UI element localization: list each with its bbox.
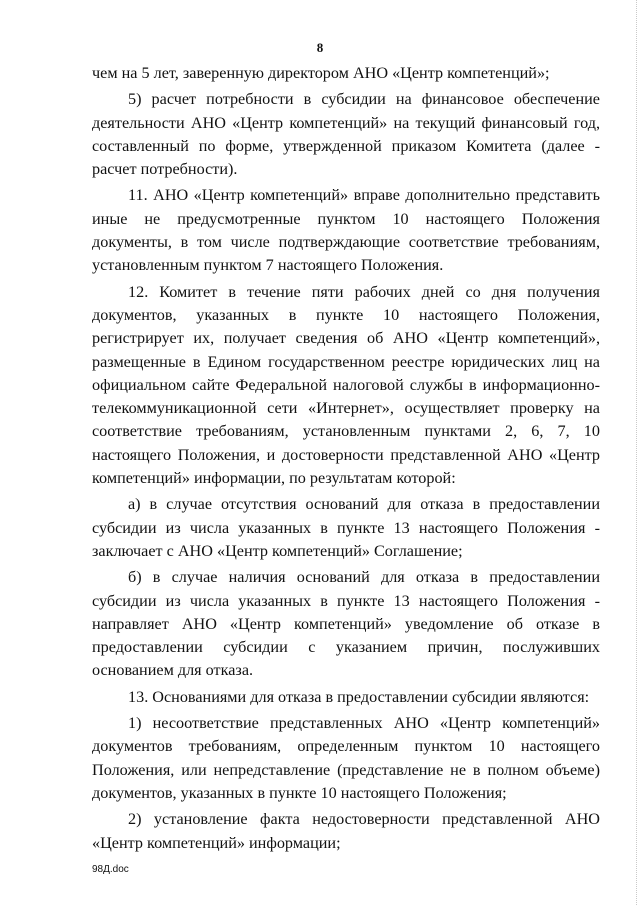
- page-number: 8: [316, 40, 324, 55]
- document-body: [92, 62, 600, 858]
- footer-doc-name: 98Д.doc: [92, 864, 129, 875]
- paragraph-11: 11. АНО «Центр компетенций» вправе дополнительно представить иные не предусмотренные пунктом 10 настоящего Положения документы, в том числе подтверждающие соответствие требованиям, установленным пунктом 7 настоящего Положения.: [92, 186, 600, 275]
- page-edge-line: [635, 0, 637, 905]
- paragraph-continuation: чем на 5 лет, заверенную директором АНО «Центр компетенций»;: [92, 64, 550, 82]
- paragraph-13: 13. Основаниями для отказа в предоставлении субсидии являются:: [128, 687, 590, 706]
- paragraph-12: 12. Комитет в течение пяти рабочих дней со дня получения документов, указанных в пункте 10 настоящего Положения, регистрирует их, получает сведения об АНО «Центр компетенций», размещенные в Едином государственном реестре юридических лиц на официальном сайте Федеральной налоговой службы в информационно-телекоммуникационной сети «Интернет», осуществляет проверку на соответствие требованиям, установленным пунктами 2, 6, 7, 10 настоящего Положения, и достоверности представленной АНО «Центр компетенций» информации, по результатам которой:: [92, 282, 600, 488]
- paragraph-13-item-2: 2) установление факта недостоверности представленной АНО «Центр компетенций» информации;: [92, 810, 600, 852]
- paragraph-12-a: а) в случае отсутствия оснований для отказа в предоставлении субсидии из числа указанных в пункте 13 настоящего Положения - заключает с АНО «Центр компетенций» Соглашение;: [92, 495, 600, 560]
- paragraph-item-5: 5) расчет потребности в субсидии на финансовое обеспечение деятельности АНО «Центр компетенций» на текущий финансовый год, составленный по форме, утвержденной приказом Комитета (далее - расчет потребности).: [92, 90, 600, 179]
- paragraph-13-item-1: 1) несоответствие представленных АНО «Центр компетенций» документов требованиям, определенным пунктом 10 настоящего Положения, или непредставление (представление не в полном объеме) документов, указанных в пункте 10 настоящего Положения;: [92, 714, 600, 802]
- paragraph-12-b: б) в случае наличия оснований для отказа в предоставлении субсидии из числа указанных в пункте 13 настоящего Положения - направляет АНО «Центр компетенций» уведомление об отказе в предоставлении субсидии с указанием причин, послуживших основанием для отказа.: [92, 568, 600, 680]
